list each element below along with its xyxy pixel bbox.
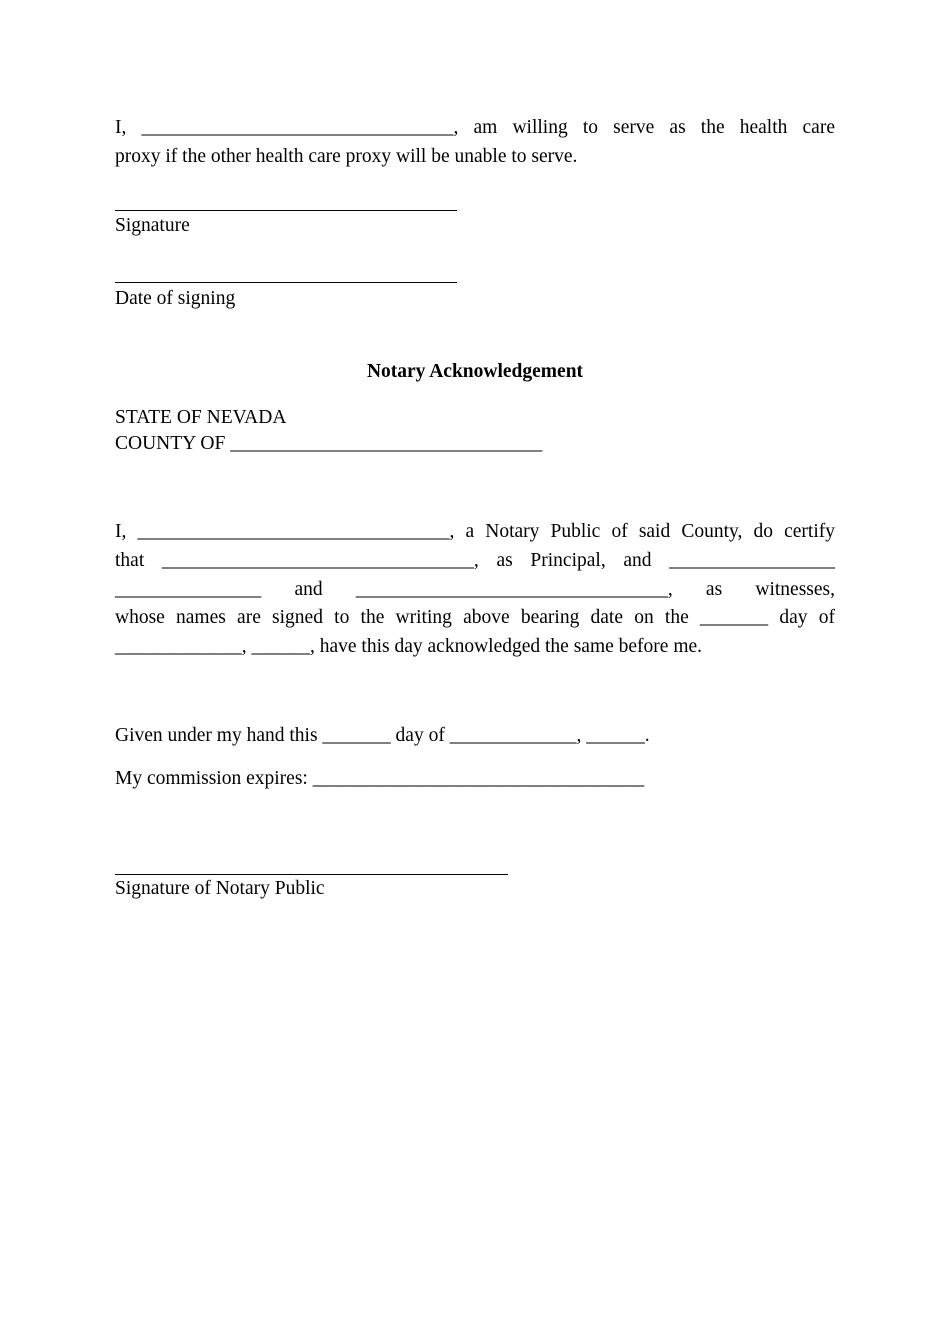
signature-line[interactable] <box>115 210 457 211</box>
certify-line-3: _______________ and ________________________________, as witnesses, <box>115 579 835 600</box>
certify-line-1: I, ________________________________, a Notary Public of said County, do certify <box>115 521 835 542</box>
date-line[interactable] <box>115 282 457 283</box>
notary-title: Notary Acknowledgement <box>366 361 584 382</box>
county-line: COUNTY OF ________________________________ <box>115 433 543 454</box>
certify-line-2: that ________________________________, as Principal, and _________________ <box>115 550 835 571</box>
notary-signature-line[interactable] <box>115 874 508 875</box>
signature-label: Signature <box>115 215 190 236</box>
notary-signature-label: Signature of Notary Public <box>115 878 325 899</box>
date-label: Date of signing <box>115 288 236 309</box>
given-line: Given under my hand this _______ day of _____________, ______. <box>115 725 650 746</box>
certify-line-4: whose names are signed to the writing above bearing date on the _______ day of <box>115 607 835 628</box>
certify-line-5: _____________, ______, have this day acknowledged the same before me. <box>115 636 703 657</box>
proxy-statement-line1: I, ________________________________, am willing to serve as the health care <box>115 117 835 138</box>
state-line: STATE OF NEVADA <box>115 407 287 428</box>
proxy-statement-line2: proxy if the other health care proxy will be unable to serve. <box>115 146 578 167</box>
commission-line: My commission expires: __________________________________ <box>115 768 645 789</box>
